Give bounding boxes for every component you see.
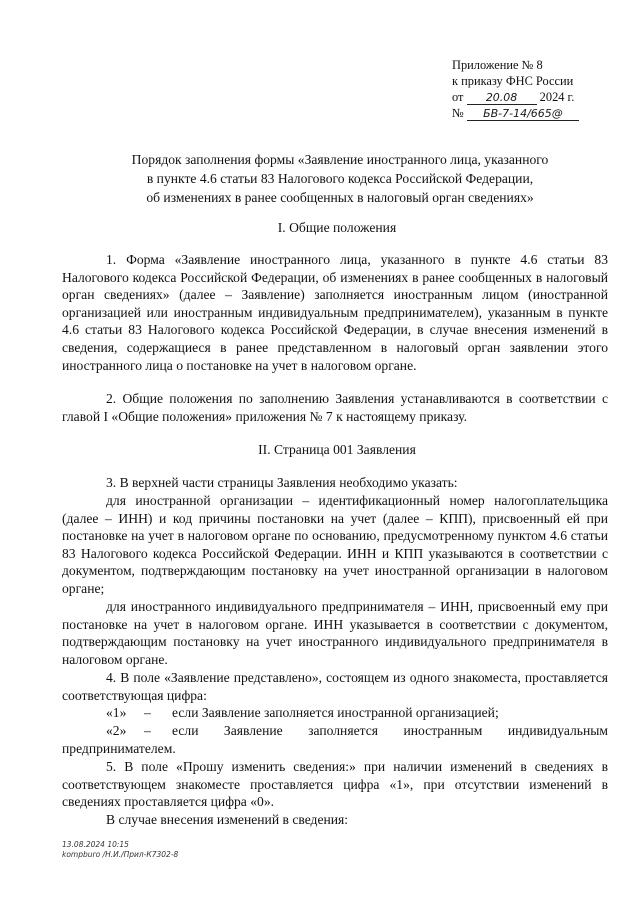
- handwritten-number: БВ-7-14/665@: [467, 107, 579, 121]
- paragraph-5: 5. В поле «Прошу изменить сведения:» при наличии изменений в сведениях в соответствующем знакоместе проставляется цифра «1», при отсутствии изменений в сведениях проставляется цифра «0».: [62, 759, 608, 810]
- footer-timestamp: 13.08.2024 10:15: [62, 840, 129, 849]
- appendix-header: [452, 57, 602, 121]
- footer-file-ref: kompburo /Н.И./Прил-К7302-8: [62, 850, 179, 859]
- paragraph-1: 1. Форма «Заявление иностранного лица, указанного в пункте 4.6 статьи 83 Налогового кодекса Российской Федерации, об изменениях в ранее сообщенных в налоговый орган сведениях» (далее – Заявление) заполняется иностранным лицом (иностранной организацией или иностранным индивидуальным предпринимателем), указанным в пункте 4.6 статьи 83 Налогового кодекса Российской Федерации, в случае внесения изменений в сведения, содержащиеся в ранее представленном в налоговый орган заявлении этого иностранного лица о постановке на учет в налоговом органе.: [62, 252, 608, 373]
- option-2-text: если Заявление заполняется иностранным индивидуальным: [172, 723, 608, 738]
- title-line-3: об изменениях в ранее сообщенных в налоговый орган сведениях»: [146, 190, 534, 205]
- option-2-dash: –: [144, 723, 151, 738]
- handwritten-date: 20.08: [467, 91, 537, 105]
- appendix-order-number: [452, 105, 602, 121]
- option-1-dash: –: [144, 705, 151, 720]
- option-1: [62, 704, 608, 722]
- option-1-text: если Заявление заполняется иностранной организацией;: [172, 705, 499, 720]
- title-line-2: в пункте 4.6 статьи 83 Налогового кодекса Российской Федерации,: [146, 171, 534, 186]
- paragraph-3b: для иностранного индивидуального предпринимателя – ИНН, присвоенный ему при постановке на учет в налоговом органе. ИНН указывается в соответствии с документом, подтверждающим постановку на учет иностранного индивидуального предпринимателя в налоговом органе.: [62, 599, 608, 667]
- option-2: [62, 722, 608, 740]
- paragraph-2: 2. Общие положения по заполнению Заявления устанавливаются в соответствии с главой I «Общие положения» приложения № 7 к настоящему приказу.: [62, 391, 608, 424]
- paragraph-4: 4. В поле «Заявление представлено», состоящем из одного знакоместа, проставляется соответствующая цифра:: [62, 670, 608, 703]
- option-2-code: «2»: [106, 723, 127, 738]
- appendix-date: [452, 89, 602, 105]
- date-prefix: от: [452, 90, 464, 104]
- appendix-number: Приложение № 8: [452, 58, 543, 72]
- date-suffix: 2024 г.: [539, 90, 575, 104]
- section-1-heading: I. Общие положения: [277, 220, 397, 235]
- document-title: [70, 150, 610, 207]
- paragraph-3a: для иностранной организации – идентификационный номер налогоплательщика (далее – ИНН) и код причины постановки на учет (далее – КПП), присвоенный ей при постановке на учет в налоговом органе по основанию, предусмотренному пунктом 4.6 статьи 83 Налогового кодекса Российской Федерации. ИНН и КПП указываются в соответствии с документом, подтверждающим постановку на учет иностранной организации в налоговом органе;: [62, 493, 608, 596]
- paragraph-6: В случае внесения изменений в сведения:: [106, 812, 349, 827]
- section-2-heading: II. Страница 001 Заявления: [258, 442, 416, 457]
- option-2-continuation: предпринимателем.: [62, 741, 176, 756]
- appendix-order-ref: к приказу ФНС России: [452, 74, 574, 88]
- paragraph-3: 3. В верхней части страницы Заявления необходимо указать:: [106, 475, 458, 490]
- option-1-code: «1»: [106, 705, 127, 720]
- title-line-1: Порядок заполнения формы «Заявление иностранного лица, указанного: [131, 152, 549, 167]
- number-prefix: №: [452, 106, 464, 120]
- print-footer: [62, 840, 178, 860]
